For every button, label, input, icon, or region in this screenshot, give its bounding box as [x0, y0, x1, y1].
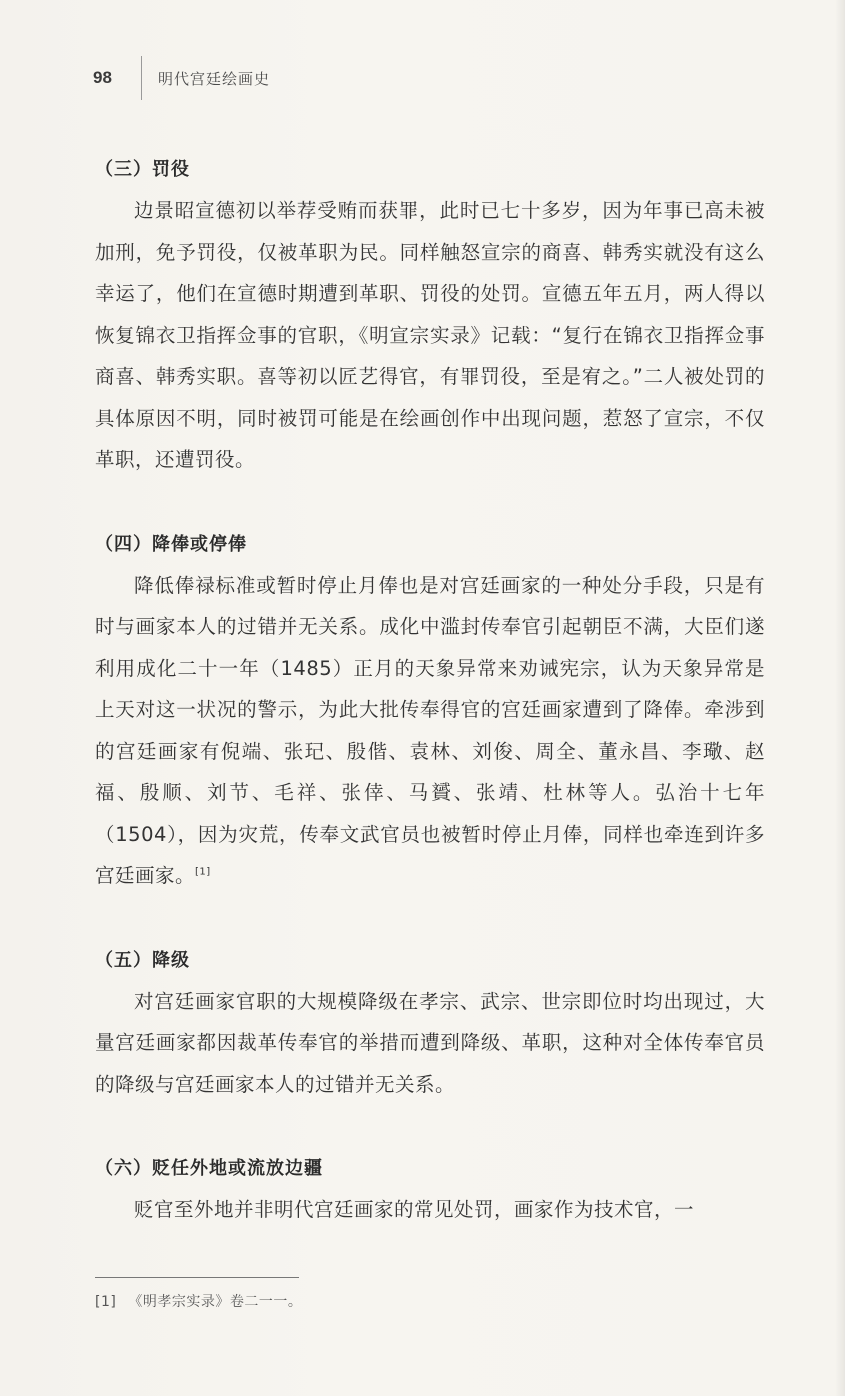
section-paragraph-5: 对宫廷画家官职的大规模降级在孝宗、武宗、世宗即位时均出现过，大量宫廷画家都因裁革传奉官的举措而遭到降级、革职，这种对全体传奉官员的降级与宫廷画家本人的过错并无关系。	[95, 989, 765, 1096]
footnote-marker: [1]	[95, 1294, 117, 1310]
section-heading-6: （六）贬任外地或流放边疆	[95, 1158, 323, 1179]
section-heading-3: （三）罚役	[95, 159, 190, 180]
page-edge-shadow	[835, 0, 845, 1396]
section-paragraph-4	[95, 565, 765, 897]
footnote	[95, 1291, 302, 1311]
footnote-reference[interactable]: [1]	[195, 866, 211, 878]
body-text	[95, 150, 765, 1231]
page-number: 98	[93, 68, 112, 87]
section-paragraph-3: 边景昭宣德初以举荐受贿而获罪，此时已七十多岁，因为年事已高未被加刑，免予罚役，仅被革职为民。同样触怒宣宗的商喜、韩秀实就没有这么幸运了，他们在宣德时期遭到革职、罚役的处罚。宣德五年五月，两人得以恢复锦衣卫指挥佥事的官职，《明宣宗实录》记载：“复行在锦衣卫指挥佥事商喜、韩秀实职。喜等初以匠艺得官，有罪罚役，至是宥之。”二人被处罚的具体原因不明，同时被罚可能是在绘画创作中出现问题，惹怒了宣宗，不仅革职，还遭罚役。	[95, 199, 765, 471]
book-title: 明代宫廷绘画史	[158, 69, 271, 88]
section-paragraph-6: 贬官至外地并非明代宫廷画家的常见处罚，画家作为技术官，一	[134, 1198, 695, 1221]
running-header	[93, 56, 270, 100]
section-paragraph-4-text: 降低俸禄标准或暂时停止月俸也是对宫廷画家的一种处分手段，只是有时与画家本人的过错并无关系。成化中滥封传奉官引起朝臣不满，大臣们遂利用成化二十一年（1485）正月的天象异常来劝诫宪宗，认为天象异常是上天对这一状况的警示，为此大批传奉得官的宫廷画家遭到了降俸。牵涉到的宫廷画家有倪端、张玘、殷偕、袁林、刘俊、周全、董永昌、李璥、赵福、殷顺、刘节、毛祥、张倖、马贇、张靖、杜林等人。弘治十七年（1504），因为灾荒，传奉文武官员也被暂时停止月俸，同样也牵连到许多宫廷画家。	[95, 573, 765, 887]
footnote-divider	[95, 1277, 299, 1278]
footnote-text: 《明孝宗实录》卷二一一。	[128, 1294, 303, 1310]
section-heading-4: （四）降俸或停俸	[95, 533, 247, 555]
header-divider	[141, 56, 142, 100]
section-heading-5: （五）降级	[95, 949, 190, 971]
